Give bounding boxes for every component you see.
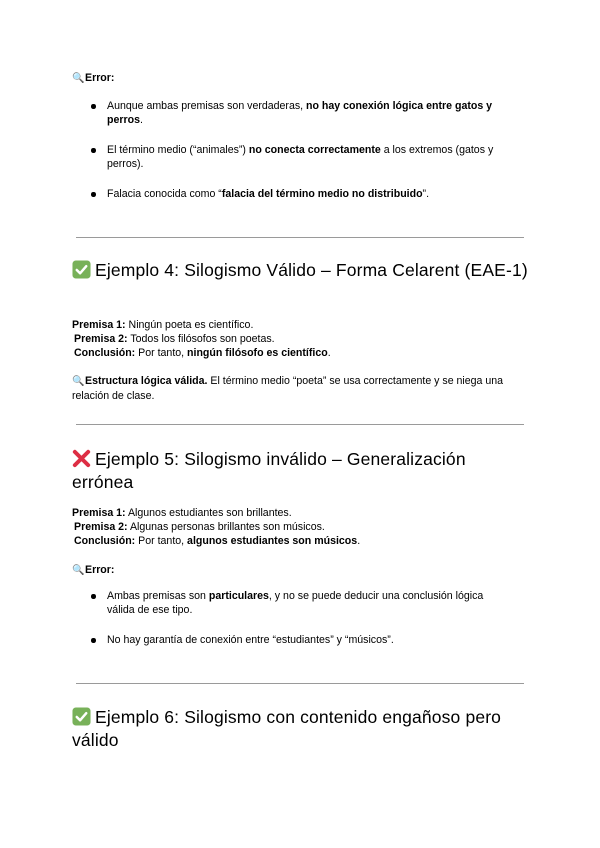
horizontal-rule <box>76 237 524 238</box>
magnifier-icon: 🔍 <box>72 376 85 387</box>
conclusion: Conclusión: Por tanto, algunos estudiantes son músicos. <box>74 535 361 547</box>
cross-mark-icon <box>72 449 91 468</box>
error-label: Error: <box>85 564 115 576</box>
magnifier-icon: 🔍 <box>72 73 85 84</box>
example5-heading: Ejemplo 5: Silogismo inválido – Generalización errónea <box>72 449 466 492</box>
conclusion: Conclusión: Por tanto, ningún filósofo es científico. <box>74 347 331 359</box>
list-item: El término medio (“animales”) no conecta correctamente a los extremos (gatos y perros). <box>72 143 507 171</box>
error-label: Error: <box>85 72 115 84</box>
check-mark-button-icon <box>72 707 91 726</box>
example5-premises <box>72 506 528 548</box>
horizontal-rule <box>76 683 524 684</box>
error-label-line <box>72 71 114 86</box>
premise-1: Premisa 1: Algunos estudiantes son brillantes. <box>72 507 292 519</box>
error-label-line <box>72 563 114 578</box>
check-mark-button-icon <box>72 260 91 279</box>
list-item: Ambas premisas son particulares, y no se puede deducir una conclusión lógica válida de ese tipo. <box>72 589 507 617</box>
list-item: No hay garantía de conexión entre “estudiantes” y “músicos”. <box>72 633 507 647</box>
example4-heading: Ejemplo 4: Silogismo Válido – Forma Celarent (EAE-1) <box>72 259 528 282</box>
list-item: Falacia conocida como “falacia del término medio no distribuido”. <box>72 187 507 201</box>
example4-note: 🔍Estructura lógica válida. El término medio “poeta” se usa correctamente y se niega una relación de clase. <box>72 375 504 402</box>
example6-heading: Ejemplo 6: Silogismo con contenido engañoso pero válido <box>72 707 502 750</box>
list-item: Aunque ambas premisas son verdaderas, no hay conexión lógica entre gatos y perros. <box>72 99 507 127</box>
horizontal-rule <box>76 424 524 425</box>
magnifier-icon: 🔍 <box>72 565 85 576</box>
premise-2: Premisa 2: Algunas personas brillantes son músicos. <box>74 521 325 533</box>
premise-1: Premisa 1: Ningún poeta es científico. <box>72 319 254 331</box>
error-bullet-list <box>72 589 528 647</box>
error-bullet-list <box>72 99 528 201</box>
premise-2: Premisa 2: Todos los filósofos son poetas. <box>74 333 275 345</box>
example4-premises <box>72 318 528 360</box>
